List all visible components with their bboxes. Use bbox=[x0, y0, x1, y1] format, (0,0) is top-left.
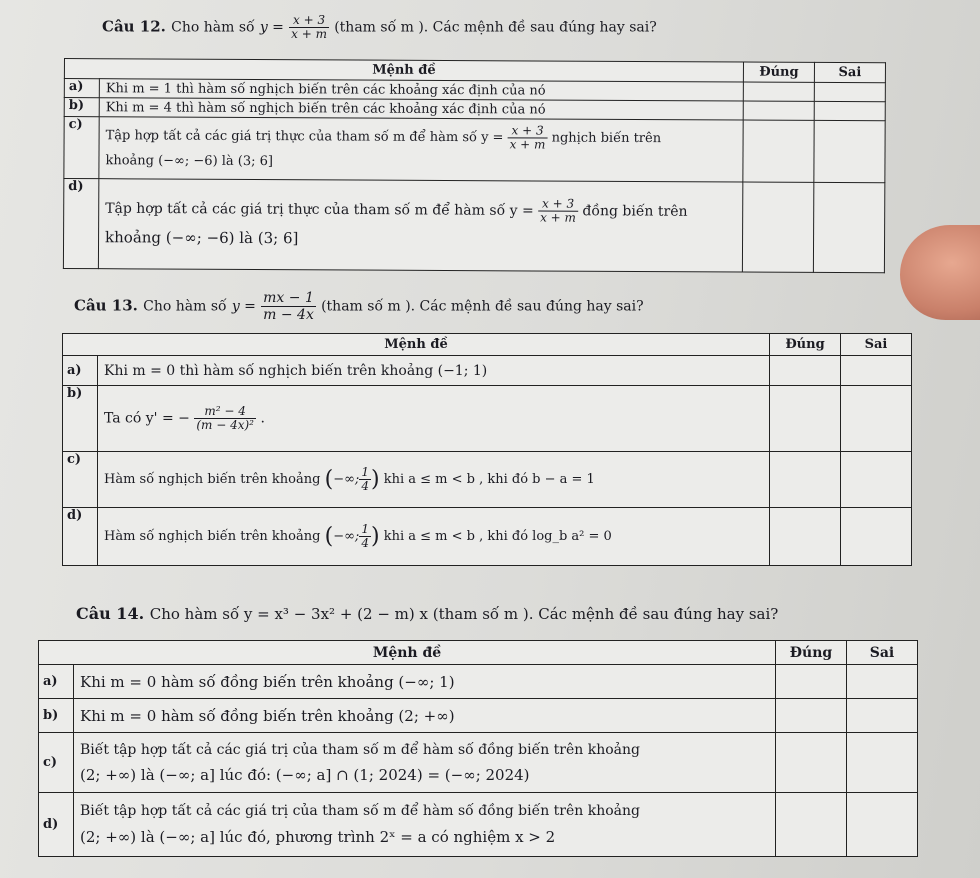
q13-row-b-true-box[interactable] bbox=[770, 386, 841, 452]
q12-header-statement: Mệnh đề bbox=[64, 59, 743, 83]
q13-row-b bbox=[63, 386, 912, 452]
q13-func-num: mx − 1 bbox=[263, 290, 314, 306]
q13-header-statement: Mệnh đề bbox=[63, 334, 770, 356]
q14-row-d-false-box[interactable] bbox=[847, 793, 918, 857]
q12-row-b-false-box[interactable] bbox=[814, 101, 885, 120]
q12-row-d-frac-num: x + 3 bbox=[538, 197, 578, 211]
q13-header-false: Sai bbox=[841, 334, 912, 356]
q12-func-den: x + m bbox=[291, 27, 327, 41]
q13-row-d-open-paren: ( bbox=[324, 524, 334, 549]
q12-func-prefix: y = bbox=[259, 19, 284, 36]
q13-row-c-interval-left: −∞; bbox=[333, 472, 360, 487]
q12-row-d-text bbox=[98, 179, 742, 272]
q14-row-c-line2: (2; +∞) là (−∞; a] lúc đó: (−∞; a] ∩ (1; 2024) = (−∞; 2024) bbox=[80, 765, 530, 784]
q13-row-d-frac-num: 1 bbox=[361, 522, 369, 536]
q12-row-d-label: d) bbox=[63, 179, 98, 269]
q13-prompt-after: (tham số m ). Các mệnh đề sau đúng hay sai? bbox=[321, 298, 644, 315]
q14-table bbox=[38, 640, 918, 857]
q13-row-b-frac-den: (m − 4x)² bbox=[196, 418, 254, 432]
q13-row-d-interval-left: −∞; bbox=[333, 529, 360, 544]
q13-row-b-false-box[interactable] bbox=[841, 386, 912, 452]
q13-row-c-frac-num: 1 bbox=[361, 465, 369, 479]
q13-row-c-open-paren: ( bbox=[324, 467, 334, 492]
q14-row-c-true-box[interactable] bbox=[776, 733, 847, 793]
q12-func-num: x + 3 bbox=[289, 14, 329, 28]
q13-row-d-fraction bbox=[359, 523, 371, 550]
q14-row-d bbox=[39, 793, 918, 857]
q12-func-fraction bbox=[289, 14, 329, 41]
q12-row-d-line2: khoảng (−∞; −6) là (3; 6] bbox=[105, 228, 299, 248]
q13-row-b-frac-num: m² − 4 bbox=[194, 405, 256, 419]
q14-header-true: Đúng bbox=[776, 641, 847, 665]
q13-row-c-false-box[interactable] bbox=[841, 452, 912, 508]
q14-row-c-text bbox=[74, 733, 776, 793]
q12-row-c-line1-before: Tập hợp tất cả các giá trị thực của tham số m để hàm số y = bbox=[105, 128, 504, 146]
q13-row-d-before: Hàm số nghịch biến trên khoảng bbox=[104, 529, 321, 544]
q14-row-b-true-box[interactable] bbox=[776, 699, 847, 733]
q13-func-den: m − 4x bbox=[263, 307, 314, 323]
q14-row-a-label: a) bbox=[39, 665, 74, 699]
q13-row-b-after: . bbox=[260, 410, 265, 427]
q13-header-true: Đúng bbox=[770, 334, 841, 356]
q12-row-a-text: Khi m = 1 thì hàm số nghịch biến trên các khoảng xác định của nó bbox=[99, 79, 743, 101]
q12-row-c-line1-after: nghịch biến trên bbox=[551, 130, 662, 147]
q12-row-c-line2: khoảng (−∞; −6) là (3; 6] bbox=[105, 153, 274, 170]
q12-row-c-frac-den: x + m bbox=[509, 137, 546, 152]
q13-row-c-label: c) bbox=[63, 452, 98, 508]
q13-row-a-true-box[interactable] bbox=[770, 356, 841, 386]
q12-table bbox=[63, 58, 886, 273]
q13-func-prefix: y = bbox=[231, 298, 256, 315]
q14-prompt bbox=[76, 604, 778, 623]
q14-row-b-label: b) bbox=[39, 699, 74, 733]
q12-row-c-label: c) bbox=[64, 117, 99, 179]
q14-row-d-line1: Biết tập hợp tất cả các giá trị của tham số m để hàm số đồng biến trên khoảng bbox=[80, 802, 640, 819]
q13-row-c-true-box[interactable] bbox=[770, 452, 841, 508]
q12-row-c-text bbox=[99, 117, 743, 182]
q13-row-a-false-box[interactable] bbox=[841, 356, 912, 386]
q14-row-c-label: c) bbox=[39, 733, 74, 793]
q12-row-c-true-box[interactable] bbox=[743, 120, 814, 182]
q13-row-c-after: khi a ≤ m < b , khi đó b − a = 1 bbox=[383, 472, 595, 487]
q12-header-false: Sai bbox=[814, 62, 885, 82]
q12-prompt bbox=[102, 14, 657, 41]
q12-row-a-label: a) bbox=[64, 79, 99, 98]
q14-row-b-false-box[interactable] bbox=[847, 699, 918, 733]
q14-row-a bbox=[39, 665, 918, 699]
q13-label: Câu 13. bbox=[74, 296, 138, 315]
q14-row-d-line2: (2; +∞) là (−∞; a] lúc đó, phương trình 2ˣ = a có nghiệm x > 2 bbox=[80, 827, 556, 846]
q13-row-a bbox=[63, 356, 912, 386]
q13-row-d-close-paren: ) bbox=[370, 524, 380, 549]
q13-table bbox=[62, 333, 912, 566]
q14-row-d-label: d) bbox=[39, 793, 74, 857]
q13-row-b-before: Ta có y' = − bbox=[104, 410, 190, 427]
q13-row-d-text bbox=[98, 508, 770, 566]
q12-prompt-before: Cho hàm số bbox=[171, 19, 255, 36]
q14-row-c-false-box[interactable] bbox=[847, 733, 918, 793]
q14-row-c bbox=[39, 733, 918, 793]
q13-row-d-false-box[interactable] bbox=[841, 508, 912, 566]
q14-row-a-true-box[interactable] bbox=[776, 665, 847, 699]
q12-row-d-line1-after: đồng biến trên bbox=[582, 203, 688, 220]
q14-header-statement: Mệnh đề bbox=[39, 641, 776, 665]
q13-row-b-text bbox=[98, 386, 770, 452]
q14-header-false: Sai bbox=[847, 641, 918, 665]
q12-row-b-true-box[interactable] bbox=[743, 101, 814, 120]
q14-prompt-text: Cho hàm số y = x³ − 3x² + (2 − m) x (tham số m ). Các mệnh đề sau đúng hay sai? bbox=[149, 605, 779, 623]
q13-row-d-after: khi a ≤ m < b , khi đó log_b a² = 0 bbox=[383, 529, 612, 544]
q13-row-c-text bbox=[98, 452, 770, 508]
q14-row-c-line1: Biết tập hợp tất cả các giá trị của tham số m để hàm số đồng biến trên khoảng bbox=[80, 741, 640, 758]
q13-row-c-frac-den: 4 bbox=[361, 479, 369, 493]
q12-prompt-after: (tham số m ). Các mệnh đề sau đúng hay sai? bbox=[334, 19, 657, 36]
q12-row-d-false-box[interactable] bbox=[813, 182, 884, 272]
q12-row-c-frac-num: x + 3 bbox=[508, 124, 548, 138]
q13-row-b-label: b) bbox=[63, 386, 98, 452]
q14-row-d-true-box[interactable] bbox=[776, 793, 847, 857]
q12-row-b-text: Khi m = 4 thì hàm số nghịch biến trên các khoảng xác định của nó bbox=[99, 98, 743, 120]
q13-func-fraction bbox=[261, 290, 316, 323]
q13-row-d-true-box[interactable] bbox=[770, 508, 841, 566]
q12-row-d-line1-before: Tập hợp tất cả các giá trị thực của tham số m để hàm số y = bbox=[105, 200, 534, 219]
q14-row-d-text bbox=[74, 793, 776, 857]
q13-prompt bbox=[74, 290, 644, 323]
q13-row-c-before: Hàm số nghịch biến trên khoảng bbox=[104, 472, 321, 487]
q12-header-true: Đúng bbox=[743, 62, 814, 82]
q12-row-c-fraction bbox=[508, 124, 548, 151]
q13-prompt-before: Cho hàm số bbox=[143, 298, 227, 315]
q13-row-d-frac-den: 4 bbox=[361, 536, 369, 550]
q12-label: Câu 12. bbox=[102, 17, 166, 36]
q12-row-a-false-box[interactable] bbox=[814, 82, 885, 101]
q12-row-a-true-box[interactable] bbox=[743, 82, 814, 101]
q14-row-a-text: Khi m = 0 hàm số đồng biến trên khoảng (−∞; 1) bbox=[74, 665, 776, 699]
q14-label: Câu 14. bbox=[76, 604, 145, 623]
q14-row-b bbox=[39, 699, 918, 733]
q14-row-a-false-box[interactable] bbox=[847, 665, 918, 699]
q13-row-d-label: d) bbox=[63, 508, 98, 566]
q12-row-c bbox=[64, 117, 885, 183]
q13-row-c-fraction bbox=[359, 466, 371, 493]
q12-row-d-frac-den: x + m bbox=[540, 210, 576, 225]
q12-row-d-fraction bbox=[538, 197, 578, 224]
q12-row-b-label: b) bbox=[64, 98, 99, 117]
q12-row-d-true-box[interactable] bbox=[742, 182, 813, 272]
q13-row-b-fraction bbox=[194, 405, 256, 432]
q13-row-c bbox=[63, 452, 912, 508]
q12-row-d bbox=[63, 179, 884, 273]
q14-row-b-text: Khi m = 0 hàm số đồng biến trên khoảng (2; +∞) bbox=[74, 699, 776, 733]
q13-row-c-close-paren: ) bbox=[370, 467, 380, 492]
q13-row-a-label: a) bbox=[63, 356, 98, 386]
q13-row-d bbox=[63, 508, 912, 566]
q13-row-a-text: Khi m = 0 thì hàm số nghịch biến trên khoảng (−1; 1) bbox=[98, 356, 770, 386]
q12-row-c-false-box[interactable] bbox=[814, 120, 885, 182]
